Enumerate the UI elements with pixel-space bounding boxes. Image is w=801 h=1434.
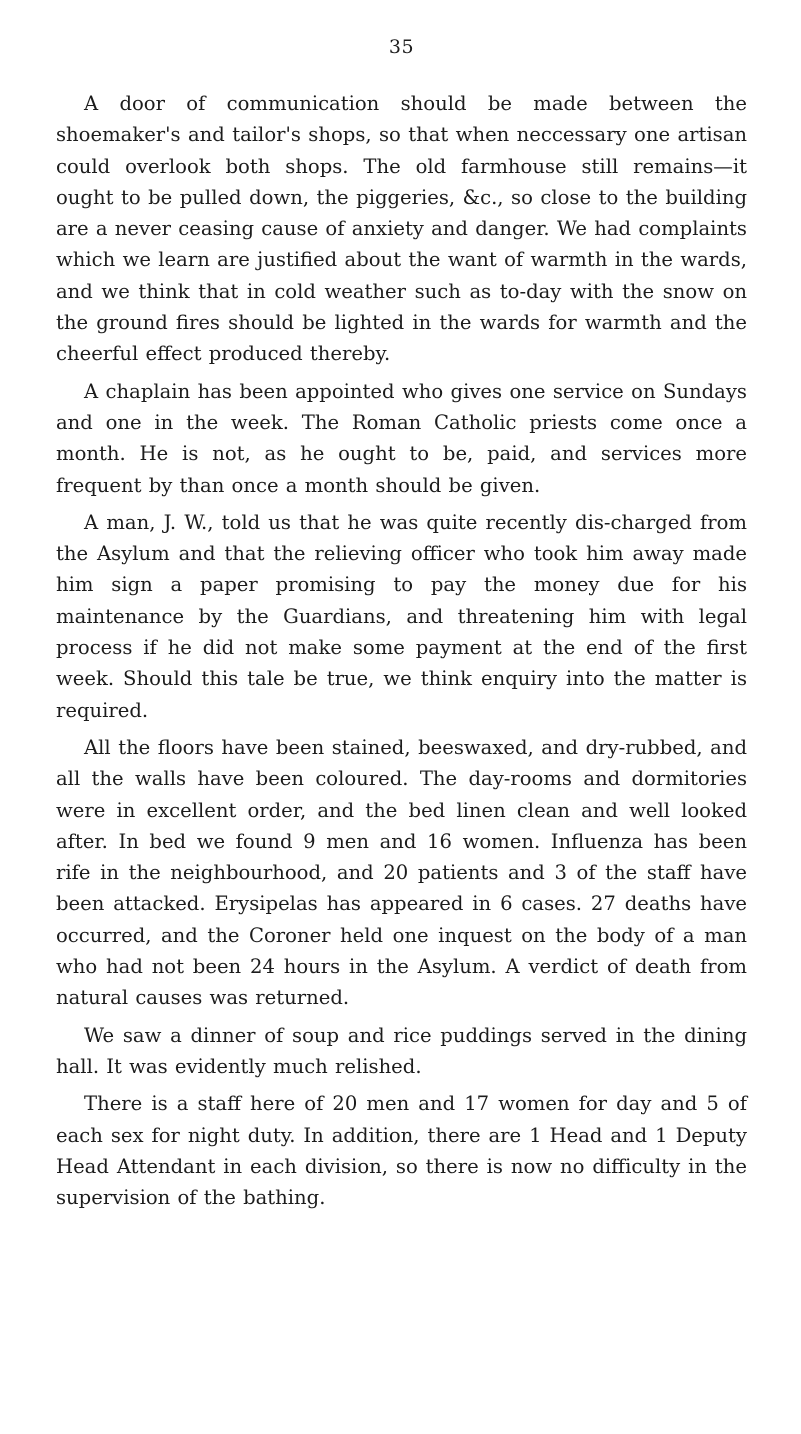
paragraph-staff: There is a staff here of 20 men and 17 women for day and 5 of each sex for night duty. In addition, there are 1 Head and 1 Deputy Head Attendant in each division, so there is now no difficulty in the supervision of the bathing. xyxy=(56,1092,747,1210)
paragraph-wards-health: All the floors have been stained, beeswaxed, and dry-rubbed, and all the walls have been coloured. The day-rooms and dormitories were in excellent order, and the bed linen clean and well looked after. In bed we found 9 men and 16 women. Influenza has been rife in the neighbourhood, and 20 patients and 3 of the staff have been attacked. Erysipelas has appeared in 6 cases. 27 deaths have occurred, and the Coroner held one inquest on the body of a man who had not been 24 hours in the Asylum. A verdict of death from natural causes was returned. xyxy=(56,735,747,1010)
paragraph-discharged-patient: A man, J. W., told us that he was quite recently dis-charged from the Asylum and that the relieving officer who took him away made him sign a paper promising to pay the money due for his maintenance by the Guardians, and threatening him with legal process if he did not make some payment at the end of the first week. Should this tale be true, we think enquiry into the matter is required. xyxy=(56,510,747,722)
page-number: 35 xyxy=(388,36,415,58)
paragraph-workshops: A door of communication should be made between the shoemaker's and tailor's shops, so that when neccessary one artisan could overlook both shops. The old farmhouse still remains—it ought to be pulled down, the piggeries, &c., so close to the building are a never ceasing cause of anxiety and danger. We had complaints which we learn are justified about the want of warmth in the wards, and we think that in cold weather such as to-day with the snow on the ground fires should be lighted in the wards for warmth and the cheerful effect produced thereby. xyxy=(56,92,747,366)
paragraph-chaplain: A chaplain has been appointed who gives one service on Sundays and one in the week. The Roman Catholic priests come once a month. He is not, as he ought to be, paid, and services more frequent by than once a month should be given. xyxy=(56,379,747,497)
paragraph-dinner: We saw a dinner of soup and rice puddings served in the dining hall. It was evidently much relished. xyxy=(56,1023,747,1078)
